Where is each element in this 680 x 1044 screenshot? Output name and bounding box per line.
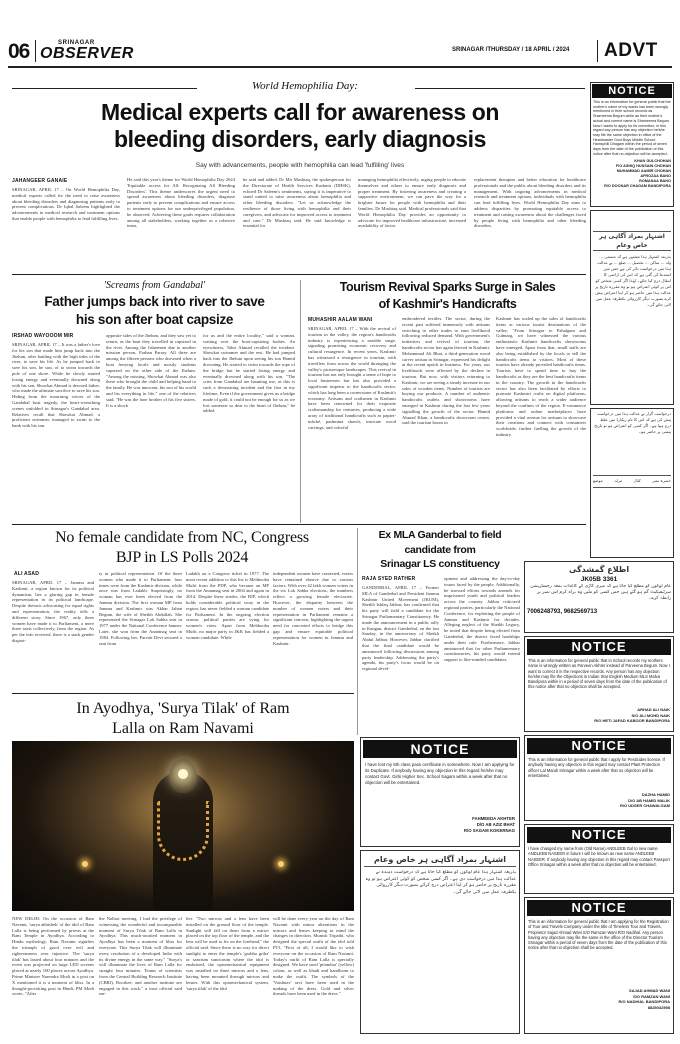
notice-right-4-sig-2: S/O RAMZAN WANI [633,993,670,999]
gandbal-column-1: SRINAGAR, APRIL 17 – It was a father's love for his son that made him jump back into the Jhelum, after battling with the high tides of the river, to save his life. As he jumped back to save his son, he saw, of to swim towards the pole of one shore. While he slowly started losing energy and eventually drowned along with his son, Showkat Ahmad is devoted father, who made the ultimate sacrifice to save his son. Hiding from the mourning voices of the Gandabal boat tragedy, the heart-wrenching scenes unfolded in Srinagar's Gandabal area. Relatives recall that Showkat Ahmad, a proficient swimmer, managed to swim to the bank with his son. [12,342,100,429]
notice-right-4 [524,897,674,1034]
notice-right-1 [524,636,674,732]
section-rule [12,274,586,275]
notice-sig-2: D/O AB AZIZ BHAT [476,822,515,827]
notice-top-sig-5: ROMANAA BANO [639,179,671,183]
notice-top-text: This is an information for general public that the mother's name of my wards has been wrongly mentioned in their school records as Shameema Begum while as their mother's actual and correct name is Shameema Begum. Now I wants to apply for its correction, in this regard any person has any objection he/she may file the same objection in office of the Headmaster Govt Boys Middle School Hamsphill Dhagam within the period of seven days from the date of the publication of this notice after that no objection will be accepted. [593,100,671,156]
ayodhya-headline-2: Lalla on Ram Navami [112,720,254,737]
lead-byline: JAHANGEER GANAIE [12,178,68,184]
notice-top-sig-2: F/O ASHIQ HUSSAIN CHOHAN [615,164,671,168]
notice-right-3-text: I have changed my name from (Old Name) ANDLEEB Gul to new name ANDLEEB NASEER in future I will be known as new name ANDLEEB NASEER. If anybody having any objection in this regard may contact Passport Office Srinagar within a week after that no objection will be entertained. [528,846,670,867]
notice-right-1-sig-3: R/O HETI JAFAD KABOOR BANDIPORA [594,718,670,723]
notice-right-4-heading: NOTICE [527,900,671,916]
urdu-notice-3 [524,561,674,633]
section-label: ADVT [604,40,658,61]
lead-column-2: He said this year's theme for World Hemophilia Day 2024 'Equitable access for All: Recognizing All Bleeding Disorders'. This theme underscores the urgent need to spread awareness about bleeding disorders, diagnose patients early to prevent complications and ensure access to treatment options for our underprivileged population, he observed. Achieving these goals requires collaboration among all stakeholders, working together as a cohesive team, [127,177,235,229]
dateline: SRINAGAR /THURSDAY / 18 APRIL / 2024 [452,47,570,53]
gandbal-headline-2: his son after boat capsize [75,312,234,327]
notice-sig-3: R/O SAGAM KOKERNAG [463,828,515,833]
notice-right-1-heading: NOTICE [527,639,671,655]
urdu-notice-body: بذریعہ اشتہار ہذا عام لوگوں کو مطلع کیا جاتا ہے کہ درخواست دہندہ نے عدالت ہذا میں درخواست دی ہے۔ اگر کسی شخص کو کوئی اعتراض ہو تو وہ مقررہ تاریخ پر حاضر ہو کر اپنا اعتراض درج کرائے بصورت دیگر کارروائی یکطرفہ عمل میں لائی جائے گی۔ [365,870,516,895]
ayodhya-column-1: NEW DELHI: On the occasion of Ram Navami, 'surya abhishek' of the idol of Ram Lalla is being performed by priests at the Ram Temple in Ayodhya. According to Hindu mythology, Ram Navami signifies the triumph of good over evil and righteousness over injustice. The 'surya tilak' has lasted about four minutes and the event was projected on large LED screens placed at nearly 100 places across Ayodhya. Prime Minister Narendra Modi in a post on X mentioned it is a moment of bliss. In a thought-provoking post in Hindi, PM Modi wrote, "After [12,916,94,997]
ncbjp-headline: No female candidate from NC, Congress [55,529,309,546]
notice-right-4-text: This is an information for general public that I am applying for the Registration of Tour and Travels Company under the title of Timeless Tour and Travels, Proprietor Sajad Ahmad Wani S/O Ramzan Wani R/O Nadihal. Any person having any objection may file the same in the office of the Director Tourism Srinagar within a period of seven days from the date of the publication of this notice after that no objection shall be accepted. [528,919,669,951]
lead-column-1: SRINAGAR, APRIL 17 – On World Hemophilia Day, medical experts called for the need to raise awareness about bleeding disorders and diagnosing patients early to prevent complications. Dr Iqbal Saleem highlighted the advancements in medical research and treatment options that enable people with hemophilia to lead fulfilling lives. [12,187,120,221]
notice-heading: NOTICE [363,740,517,758]
notice-top-sig-4: AFROZAA BANO [640,174,671,178]
column-divider [300,280,301,523]
notice-right-3 [524,824,674,894]
tourism-headline-2: of Kashmir's Handicrafts [378,297,517,311]
column-divider-2 [357,528,358,735]
notice-right-1-sig-2: S/O ALI MOHD NAIK [631,712,670,718]
exmla-byline: RAJA SYED RATHER [362,576,416,582]
page-number: 06 [8,40,30,63]
notice-top-heading: NOTICE [592,84,672,98]
notice-right-2-sig-1: DAZHA HAMID [641,792,670,797]
ayodhya-column-4: will be done every year on the day of Ram Navami with minor alterations in the mirrors and lenses keeping in mind the changes in direction. Munish Tripathi, who designed the special outfit of the idol told PTI, "First of all, I would like to wish everyone on the occasion of Ram Navami. Today's outfit of Ram Lalla is specially designed. We have used 'pitambar' (yellow) colour, as well as khadi and handloom to make the outfit. The symbols of the 'Vaishnav' sect have been used in the making of the dress. Gold and silver threads have been used in the dress." [273,916,354,997]
notice-top-sig-6: R/O DOONAR CHAGAM BANDIPORA [604,184,671,188]
lead-deck: Say with advancements, people with hemophilia can lead 'fulfilling' lives [195,162,405,169]
paper-name-small: SRINAGAR [58,40,95,46]
garland [157,801,209,861]
surya-tilak-light [178,769,188,779]
tourism-column-2: embroidered textiles. The sector, during the recent past suffered immensely with artisans switching to other trades to earn livelihood following reduced demand. With government's initiatives and revival of tourism, the handicrafts sector has again thrived in Kashmir. Mohammad Ali Bhat, a third-generation wood carver artisan in Srinagar, expressed his delight at the recent uptick in business. For years, our livelihoods were affected by the decline in tourism. But now, with visitors returning to Kashmir, we are seeing a steady increase in our sales of wooden items. Number of tourists are buying our products. A number of authentic handicrafts outlets and showrooms have emerged in Kashmir during the last few years signalling the growth of the sector. Hamid Ahmad Khan, a handicrafts showroom owner, said the tourism boom in [402,316,490,426]
exmla-column-2: opment and addressing the day-to-day issues faced by the people. Additionally, he stressed efforts towards amends for imprisoned youth and political leaders across the country. Jabbar criticized regional parties, particularly the National Conference, for exploiting the people of Jammu and Kashmir for decades. Alleging neglect of the Sheikh Legacy, he noted that despite being elected from Ganderbal, the district faced hardships under their rule. Furthermore, Jabbar announced that for other Parliamentary constituencies, his party would extend support to like-minded candidates. [444,576,520,663]
notice-top-sig-1: KHAN GULCHOHAN [634,159,671,163]
lead-kicker-rule-right [415,88,585,89]
tourism-headline: Tourism Revival Sparks Surge in Sales [339,280,556,294]
urdu-notice-bottom [360,850,520,1034]
ayodhya-headline: In Ayodhya, 'Surya Tilak' of Ram [76,700,290,717]
exmla-headline-3: Srinagar LS constituency [380,558,500,570]
lead-kicker: World Hemophilia Day: [252,80,358,92]
lamp-right [278,861,284,867]
exmla-column-1: GANDERBAL, APRIL 17 – Former MLA of Ganderbal and President Jammu Kashmir United Movement (JKUM), Sheikh Ishfaq Jabbar, has confirmed that his party will field a candidate for the Srinagar Parliamentary Constituency. He made the announcement in a public rally in Kangan, district Ganderbal, on the last Sunday, in the anniversary of Sheikh Abdul Jabbar. However, Jabbar clarified that the final candidate would be announced following discussions among party leadership. Addressing the party's agenda, his party's focus would be on regional devel- [362,585,439,672]
notice-right-4-sig-3: R/O NADIHAL BANDIPORA [618,999,670,1004]
urdu-notice-3-body: عام لوگوں کو مطلع کیا جاتا ہے کہ میری گاڑی کے کاغذات بمعہ رجسٹریشن سرٹیفیکیٹ گم ہو گئے ہیں جس کسی کو ملیں وہ براہ کرم اس نمبر پر رابطہ کرے۔ [530,584,671,601]
table-header: خسرہ نمبر [652,478,671,483]
lamp-left [82,861,88,867]
notice-text: I have lost my 5th class pass certificate in somewhere. Now I am applying for its Duplicate. If anybody having any objection in this regard he/she may contact Govt. Girls Higher Sec. School Sagam within a week after that no objection will be entertained. [365,762,515,785]
tourism-byline: MUHASHIR AALAM WANI [308,317,373,323]
urdu-notice-2-body: درخواست گزار نے عدالت ہذا میں درخواست پیش کی ہے کہ اس کا نام ریکارڈ میں غلط درج ہوا ہے۔ اگر کسی کو اعتراض ہو تو تاریخ پیشی پر حاضر ہو۔ [594,411,671,434]
notice-right-1-text: This is an information for general public that in School records my mothers name is wrongly written as Parveen Akhter instead of Parveena Begum. Now I want to correct it in the respective records. Any person has any objection he/she may file the Objections in Indian Star English Medium MLS Malva Bandipora within in a period of seven days from the date of the publication of this notice after that no objection shall be accepted. [528,658,670,690]
ncbjp-column-1: SRINAGAR, APRIL 17 – Jammu and Kashmir, a region known for its political dynamism, lies a glaring gap in female representation in its political landscape. Despite rhetoric advocating for equal rights and representation, the reality tells a different story. Since 1967, only three women have made it to Parliament, a mere three seats collectively, from the region. As per the info received, there is a stark gender dispari- [12,580,94,643]
urdu-notice-2-table [593,475,671,488]
gandbal-byline: IRSHAD WAYOOOM MIR [12,333,74,339]
lead-headline-2: bleeding disorders, early diagnosis [113,126,486,152]
notice-right-1-sig-1: ARHAD ALI NAIK [637,707,670,712]
notice-lost-certificate [360,737,520,847]
urdu-notice-3-title: اطلاع گمشدگی [568,565,630,574]
notice-right-2-sig-2: D/O AB HAMID MALIK [628,797,670,803]
urdu-notice-1-title: اشتہار بمراد آگاہی ہر خاص وعام [593,231,671,251]
ram-lalla-photo [12,741,354,911]
urdu-notice-3-reg: JK05B 3361 [580,576,618,583]
tourism-column-1: SRINAGAR, APRIL 17 – With the revival of tourism in the valley, the region's handicrafts industry is experiencing a notable surge, signaling promising economic recovery and cultural resurgence. In recent years, Kashmir has witnessed a resurgence in tourism, with travellers from across the world thronging the valley's picturesque landscapes. This revival in tourism has not only brought a sense of hope to local businesses but has also provided a significant impetus to the handicrafts sector, which has long been a cornerstone of Kashmir's economy. Artisans and craftsmen in Kashmir have been renowned for their exquisite craftsmanship for centuries, producing a wide array of traditional handicrafts such as papier-mâché, pashmina shawls, intricate wood carvings, and colorful [308,326,396,430]
table-header: موضع [593,478,603,483]
table-header: مرلہ [614,478,623,483]
lead-column-4: managing hemophilia effectively, urging people to educate themselves and others to ensure early diagnosis and proper treatment. By fostering awareness and creating a supportive environment, we can pave the way for a brighter future for people with hemophilia and their families. Dr Mushtaq said. Medical professionals said that World Hemophilia Day provides an opportunity to advocate for improved healthcare infrastructure, increased availability of factor [358,177,466,229]
lead-column-5: replacement therapies and better education for healthcare professionals and the public about bleeding disorders and its management. With ongoing advancements in medical research and treatment options, individuals with hemophilia can lead fulfilling lives. World Hemophilia Day aims to address disparities by promoting equitable access to treatment and raising awareness about the challenges faced by people living with hemophilia and other bleeding disorders. [474,177,586,229]
masthead-divider [35,40,36,62]
ncbjp-column-2: ty in political representation. Of the three women who made it to Parliament, four times were from the Kashmir division, while once was from Ladakh. Surprisingly, no woman has ever been elected from the Jammu division. The first woman MP from Jammu and Kashmir was Akbar Jahan Begum, the wife of Sheikh Abdullah. She represented the Srinagar Lok Sabha seat in 1977 under the National Conference banner. Later, she won from the Anantnag seat in 1984. Following her, Parvati Devi secured a seat from [99,571,182,646]
paper-name: OBSERVER [40,45,134,62]
exmla-headline-2: candidate from [404,544,476,556]
notice-sig-1: FAHMEEDA AKHTER [472,816,515,821]
ncbjp-column-4: independent women have contested, voters have remained elusive due to various factors. With over 42 lakh women voters in the six Lok Sabha elections, the numbers reflect a growing female electorate. However, the disparity between the number of women voters and their representation in Parliament remains a significant concern, highlighting the urgent need for concerted efforts to bridge this gap and ensure equitable political representation for women in Jammu and Kashmir. [273,571,353,646]
masthead-rule [8,66,672,68]
lead-column-3: he said and added. Dr Mir Mushtaq, the spokesperson for the Directorate of Health Services Kashmir (DHSK), echoed Dr Saleem's sentiments, saying it is imperative to stand united to raise awareness about hemophilia and other bleeding disorders. "Let us acknowledge the resilience of those living with hemophilia and their caregivers, and advocate for improved access to treatment and care," Dr Mushtaq said. He said knowledge is essential for [243,177,351,229]
masthead-divider-right [597,40,598,62]
urdu-notice-1-body: بذریعہ اشتہار ہذا مشتہر ہے کہ مسمی ... ولد ... ساکن ... تحصیل ... ضلع ... نے عدالت ہذا میں درخواست دائر کی ہے جس میں استدعا کی گئی ہے کہ اس کی اراضی کا انتقال درج کیا جائے۔ لہٰذا اگر کسی شخص کو اس پر کوئی اعتراض ہو تو وہ مقررہ تاریخ پر عدالت ہذا میں حاضر ہو کر اپنا اعتراض پیش کرے بصورت دیگر کارروائی یکطرفہ عمل میں لائی جائے گی۔ [595,254,671,307]
ayodhya-column-3: lier. "Two mirrors and a lens have been installed on the ground floor of the temple. Sunlight will fall on them from a mirror placed on the top floor of the temple, and the lens will be used to fix on the forehead," the official said. Since there is no way for direct sunlight to enter the temple's 'garbha griha' or sanctum sanctorum where the idol is enshrined, the optomechanical equipment was installed on three mirrors and a lens, having been mounted through mirrors and lenses. With this optomechanical system, 'surya tilak' of the idol [186,916,269,991]
urdu-notice-1 [590,210,674,405]
section-rule-2 [12,524,586,525]
urdu-notice-2 [590,408,674,558]
notice-right-2 [524,735,674,821]
notice-right-2-sig-3: R/O UDSER CHAWALGAM [620,803,670,808]
urdu-notice-title: اشتہار بمراد آگاہی ہر خاص وعام [364,854,516,867]
tourism-column-3: Kashmir has scaled up the sales of handicrafts items at various tourist destinations of the valley. "From Srinagar to Pahalgam and Gulmarg, we have witnessed the various enthusiastic Kashmir handicrafts showrooms have emerged. Apart from that, small stalls are also being established by the locals to sell the handicrafts items to visitors. Most of these tourists have already provided handicrafts items. Tourists have to spend time to buy the handicrafts as they are the best handicrafts items in the country. The growth in the handicrafts sector has also been facilitated by efforts to promote Kashmiri crafts on digital platforms, allowing artisans to reach a wider audience beyond the confines of the region. E-commerce platforms and online marketplaces have provided a vital avenue for artisans to showcase their creations and connect with consumers worldwide, further fuelling the growth of the industry. [496,316,586,437]
ncbjp-headline-2: BJP in LS Polls 2024 [115,549,249,566]
gandbal-column-2: opposite sides of the Jhelum, and they saw yet to return, as the boat they travelled in capsized in the river. Among the fishermen due to another mission person, Farhan Parray. All three are among the fifteen persons who drowned when a boat ferrying locals and mostly students capsized on the other side of the Jhelum. "Among the missing, Showkat Ahmad was also there who brought the child and helping hand to the family. He was innocent, his son of his world and his everything in life," one of the relatives said. "He was the lone brother of his five sisters. It is a shock [106,333,196,408]
table-header: کنال [633,478,641,483]
notice-right-3-heading: NOTICE [527,827,671,843]
section-rule-3 [12,693,354,694]
notice-right-2-text: This is an information for general public that I apply for Pesticides licence. If anybody having any objection in this regard may contact Plant Protection officer Lal Mandi Srinagar within a week after that no objection will be entertained. [528,757,665,778]
lead-headline: Medical experts call for awareness on [100,99,500,125]
gandbal-kicker: 'Screams from Gandabal' [103,280,206,291]
ncbjp-column-3: Ladakh on a Congress ticket in 1977. The most recent addition to this list is Mehbooba Mufti from the PDP, who became an MP from the Anantnag seat in 2004 and again in 2014. Despite these strides, the BJP, which holds considerable political sway in the region, has never fielded a woman candidate for Parliament. In the ongoing election season, political parties are vying for women's votes. Apart from Mehbooba Mufti, no major party in J&K has fielded a woman candidate. While [186,571,269,640]
lead-kicker-rule [12,88,197,89]
notice-top-sig-3: MUHAMMAD AAMIR CHOHAN [616,169,671,173]
gandbal-headline: Father jumps back into river to save [44,294,265,309]
ncbjp-byline: ALI ASAD [14,571,40,577]
urdu-notice-3-phones: 7006248793, 9682569713 [527,609,598,615]
notice-top [590,82,674,207]
notice-right-4-sig-1: SAJAD AHMAD WANI [629,988,670,993]
ayodhya-column-2: the Nallari meeting, I had the privilege of witnessing the wonderful and incomparable moment of Surya Tilak of Ram Lalla in Ayodhya. This much-awaited moment in Ayodhya has been a moment of bliss for everyone. This Surya Tilak will illuminate every resolution of a developed India with its divine energy in the same way." "Surya's will illuminate the lives of Ram Lalla for straight four minutes. Teams of scientists from the Central Building Research Institute (CBRI), Roorkee, and another institute are engaged in this work," a trust official said ear- [99,916,182,997]
exmla-headline: Ex MLA Ganderbal to field [378,529,502,541]
notice-right-2-heading: NOTICE [527,738,671,754]
notice-right-4-sig-4: 8825032598 [647,1004,670,1010]
gandbal-column-3: for us and the entire locality," said a woman, waiting over the boat-capsizing bodies. An eyewitness, Tahir Ahmad recalled the incident. Showkat swimmer and the rest. He had jumped back into the Jhelum upon seeing his son Hamid drowning. He started to swim towards the rope of the bridge but he started losing energy and eventually drowned along with his son. "The cries from Gandabal are haunting me, as this is such a devastating incident and the first in my lifetime, Even if the government gives us a bridge made of gold, it could not be enough for us as we lost someone so dear to the heart of Jhelum," he added. [203,333,295,414]
